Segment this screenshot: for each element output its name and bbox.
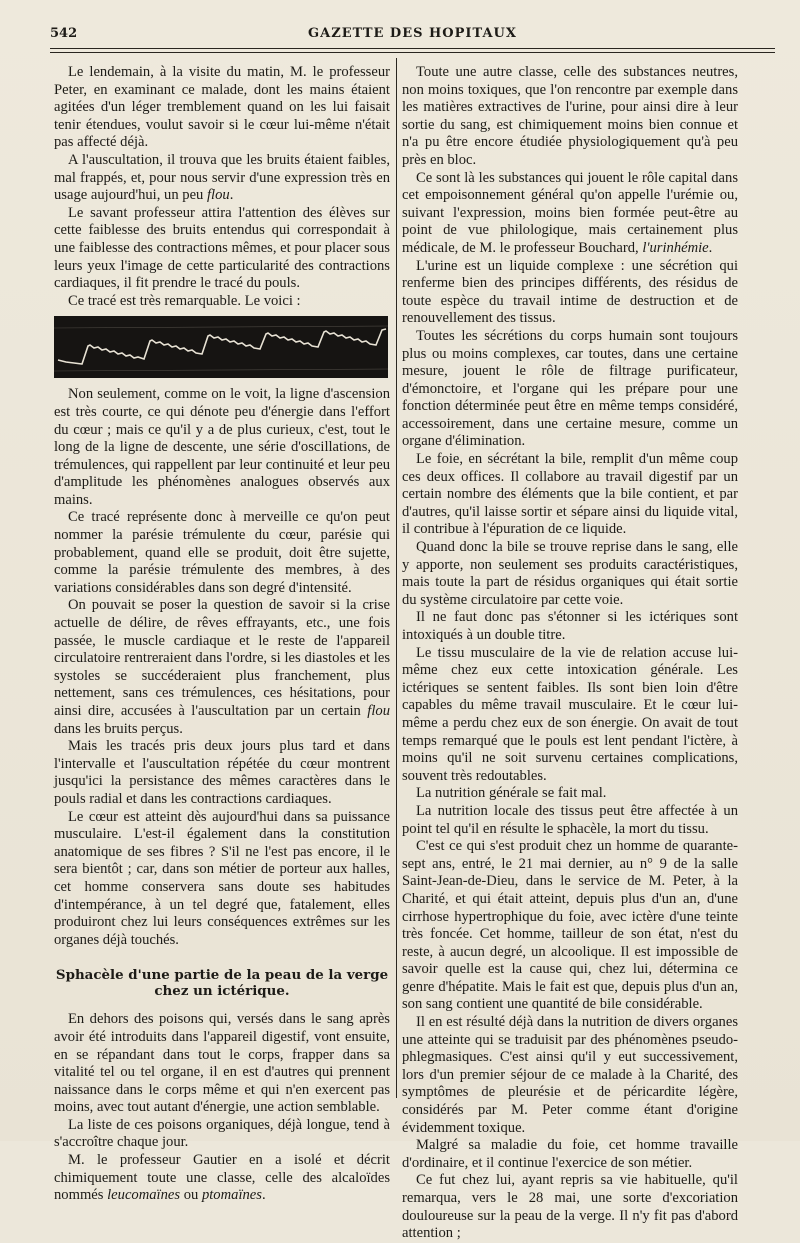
paragraph: Le savant professeur attira l'attention des élèves sur cette faiblesse des bruits entendus qui correspondait à une faiblesse des contractions mêmes, et pour placer sous leurs yeux l'image de cette particularité des contractions cardiaques, il fit prendre le tracé du pouls. [54, 204, 390, 292]
paragraph-text: . [708, 239, 713, 256]
paragraph: Ce tracé représente donc à merveille ce qu'on peut nommer la parésie trémulente du cœur, parésie qui probablement, quand elle se produit, doit être sujette, comme la parésie trémulente des membres, à des variations considérables dans son degré d'intensité. [54, 509, 390, 596]
paragraph-text: On pouvait se poser la question de savoir si la crise actuelle de délire, de rêves effrayants, etc., une fois passée, le muscle cardiaque et le reste de l'appareil circulatoire rentreraient dans l'ordre, si les diastoles et les systoles se succéderaient plus franchement, plus nettement, sans ces trémulences, ces hésitations, pour ainsi dire, accusées à l'auscultation par un certain [54, 597, 390, 719]
paragraph: Le foie, en sécrétant la bile, remplit d'un même coup ces deux offices. Il collabore au travail digestif par un certain nombre des éléments que la bile contient, et par d'autres, qu'il laisse sortir et sépare ainsi du liquide vital, il contribue à l'épuration de ce liquide. [402, 451, 738, 538]
paragraph: La nutrition générale se fait mal. [416, 785, 607, 802]
paragraph: Le tissu musculaire de la vie de relation accuse lui-même chez eux cette intoxication générale. Les ictériques se sentent faibles. Ils sont bien loin d'être capables du même travail musculaire. Et le cœur lui-même a perdu chez eux de son énergie. On avait de tout temps remarqué que le pouls est lent pendant l'ictère, à moins qu'il ne soit survenu certaines complications, souvent très redoutables. [402, 644, 738, 784]
italic-term: flou [207, 187, 230, 204]
paragraph: C'est ce qui s'est produit chez un homme de quarante-sept ans, entré, le 21 mai dernier, au n° 9 de la salle Saint-Jean-de-Dieu, dans le service de M. Peter, à la Charité, et qui était atteint, depuis plus d'un an, d'une cirrhose hypertrophique du foie, avec ictère d'une teinte très foncée. Cet homme, tailleur de son état, n'est du reste, à aucun degré, un alcoolique. Il est impossible de savoir quelle est la cause qui, chez lui, détermina ce genre d'hépatite. Mais le fait est que, depuis plus d'un an, son sang contient une quantité de bile considérable. [402, 838, 738, 1013]
paragraph-text: . [229, 187, 234, 204]
paragraph: La nutrition locale des tissus peut être affectée à un point tel qu'il en résulte le sphacèle, la mort du tissu. [402, 802, 738, 837]
paragraph: Il ne faut donc pas s'étonner si les ictériques sont intoxiqués à un double titre. [402, 609, 738, 643]
paragraph: L'urine est un liquide complexe : une sécrétion qui renferme bien des principes différents, des résidus de toute espèce du travail intime de destruction et de renouvellement des tissus. [402, 257, 738, 327]
paragraph: Le cœur est atteint dès aujourd'hui dans sa puissance musculaire. L'est-il également dans la constitution anatomique de ses fibres ? S'il ne l'est pas encore, il le sera bientôt ; car, dans son métier de porteur aux halles, cet homme conservera sans doute ses habitudes d'intempérance, à un tel degré que, fatalement, elles produiront chez lui leurs conséquences extrêmes sur les organes déjà touchés. [54, 808, 390, 948]
paragraph [402, 170, 738, 258]
running-title: GAZETTE DES HOPITAUX [308, 26, 517, 41]
italic-term: flou [367, 703, 390, 719]
page-header [50, 24, 775, 46]
paragraph: Toute une autre classe, celle des substances neutres, non moins toxiques, que l'on rencontre par exemple dans les matières extractives de l'urine, pour ainsi dire à leur sortie du sang, est chimiquement moins bien connue et n'a pu être encore étudiée physiologiquement qu'à peu près en bloc. [402, 64, 738, 168]
paragraph: Malgré sa maladie du foie, cet homme travaille d'ordinaire, et il continue l'exercice de son métier. [402, 1137, 738, 1171]
paragraph: Le lendemain, à la visite du matin, M. le professeur Peter, en examinant ce malade, dont les mains étaient agitées d'un léger tremblement quand on les lui faisait tenir étendues, voulut savoir si le cœur lui-même n'était pas affecté déjà. [54, 64, 390, 151]
right-column [402, 64, 738, 1243]
paragraph: Ce tracé est très remarquable. Le voici : [68, 292, 301, 309]
paragraph-text: M. le professeur Gautier en a isolé et décrit chimiquement toute une classe, celle des alcaloïdes nommés [54, 1152, 390, 1204]
column-divider [396, 58, 397, 1098]
page-number: 542 [50, 26, 78, 41]
paragraph [54, 152, 390, 205]
paragraph: Il en est résulté déjà dans la nutrition de divers organes une atteinte qui se traduisit par des phénomènes pseudo-phlegmasiques. C'est ainsi qu'il y eut successivement, lors d'un premier séjour de ce malade à la Charité, des symptômes de pleurésie et de péricardite légère, considérés par M. Peter comme étant d'origine évidemment toxique. [402, 1014, 738, 1136]
section-heading: Sphacèle d'une partie de la peau de la verge chez un ictérique. [55, 967, 389, 1000]
italic-term: leucomaïnes [107, 1187, 181, 1204]
paragraph: Mais les tracés pris deux jours plus tard et dans l'intervalle et l'auscultation répétée du cœur montrent jusqu'ici la persistance des mêmes caractères dans le pouls radial et dans les contractions cardiaques. [54, 738, 390, 807]
left-column [54, 64, 390, 1205]
paragraph-text: Ce sont là les substances qui jouent le rôle capital dans cet empoisonnement général qu'on appelle l'urémie ou, suivant l'expression, moins bien formée peut-être au point de vue philologique, mais certainement plus médicale, de M. le professeur Bouchard, [402, 169, 738, 256]
paragraph-text: . [261, 1187, 266, 1204]
paragraph [54, 597, 390, 738]
paragraph-text: dans les bruits perçus. [54, 720, 183, 737]
pulse-tracing-figure [54, 316, 388, 378]
paragraph: Ce fut chez lui, ayant repris sa vie habituelle, qu'il remarqua, vers le 28 mai, une sorte d'excoriation douloureuse sur la peau de la verge. Il n'y fit pas d'abord attention ; [402, 1172, 738, 1242]
paragraph: Non seulement, comme on le voit, la ligne d'ascension est très courte, ce qui dénote peu d'énergie dans l'effort du cœur ; mais ce qu'il y a de plus curieux, c'est, tout le long de la ligne de descente, une série d'oscillations, de trémulences, qui rappellent par leur continuité et leur peu d'amplitude les phénomènes analogues observés aux mains. [54, 386, 390, 508]
paragraph: Quand donc la bile se trouve reprise dans le sang, elle y apporte, non seulement ses produits caractéristiques, mais toute la part de résidus organiques qui était sortie du système circulatoire par cette voie. [402, 539, 738, 608]
italic-term: ptomaïnes [201, 1187, 262, 1204]
italic-term: l'urinhémie [642, 239, 709, 256]
paragraph: En dehors des poisons qui, versés dans le sang après avoir été introduits dans l'appareil digestif, vont ensuite, en se répandant dans tout le corps, frapper dans sa vitalité tel ou tel organe, il en est d'autres qui prennent naissance dans le corps même et qui n'en exercent pas moins, avec tout autant d'énergie, une action semblable. [54, 1011, 390, 1116]
header-rule [50, 48, 775, 49]
paragraph [54, 1152, 390, 1205]
header-rule-double [50, 52, 775, 53]
paragraph: Toutes les sécrétions du corps humain sont toujours plus ou moins complexes, car toutes, dans une certaine mesure, jouent le rôle de filtrage purificateur, d'émonctoire, et l'organe qui les prépare pour une fonction déterminée peut être en même temps considéré, accessoirement, dans une certaine mesure, comme un organe d'élimination. [402, 327, 738, 450]
paragraph-text: ou [180, 1187, 202, 1204]
paragraph-text: A l'auscultation, il trouva que les bruits étaient faibles, mal frappés, et, pour nous servir d'une expression très en usage aujourd'hui, un peu [54, 151, 390, 204]
paragraph: La liste de ces poisons organiques, déjà longue, tend à s'accroître chaque jour. [54, 1116, 390, 1151]
